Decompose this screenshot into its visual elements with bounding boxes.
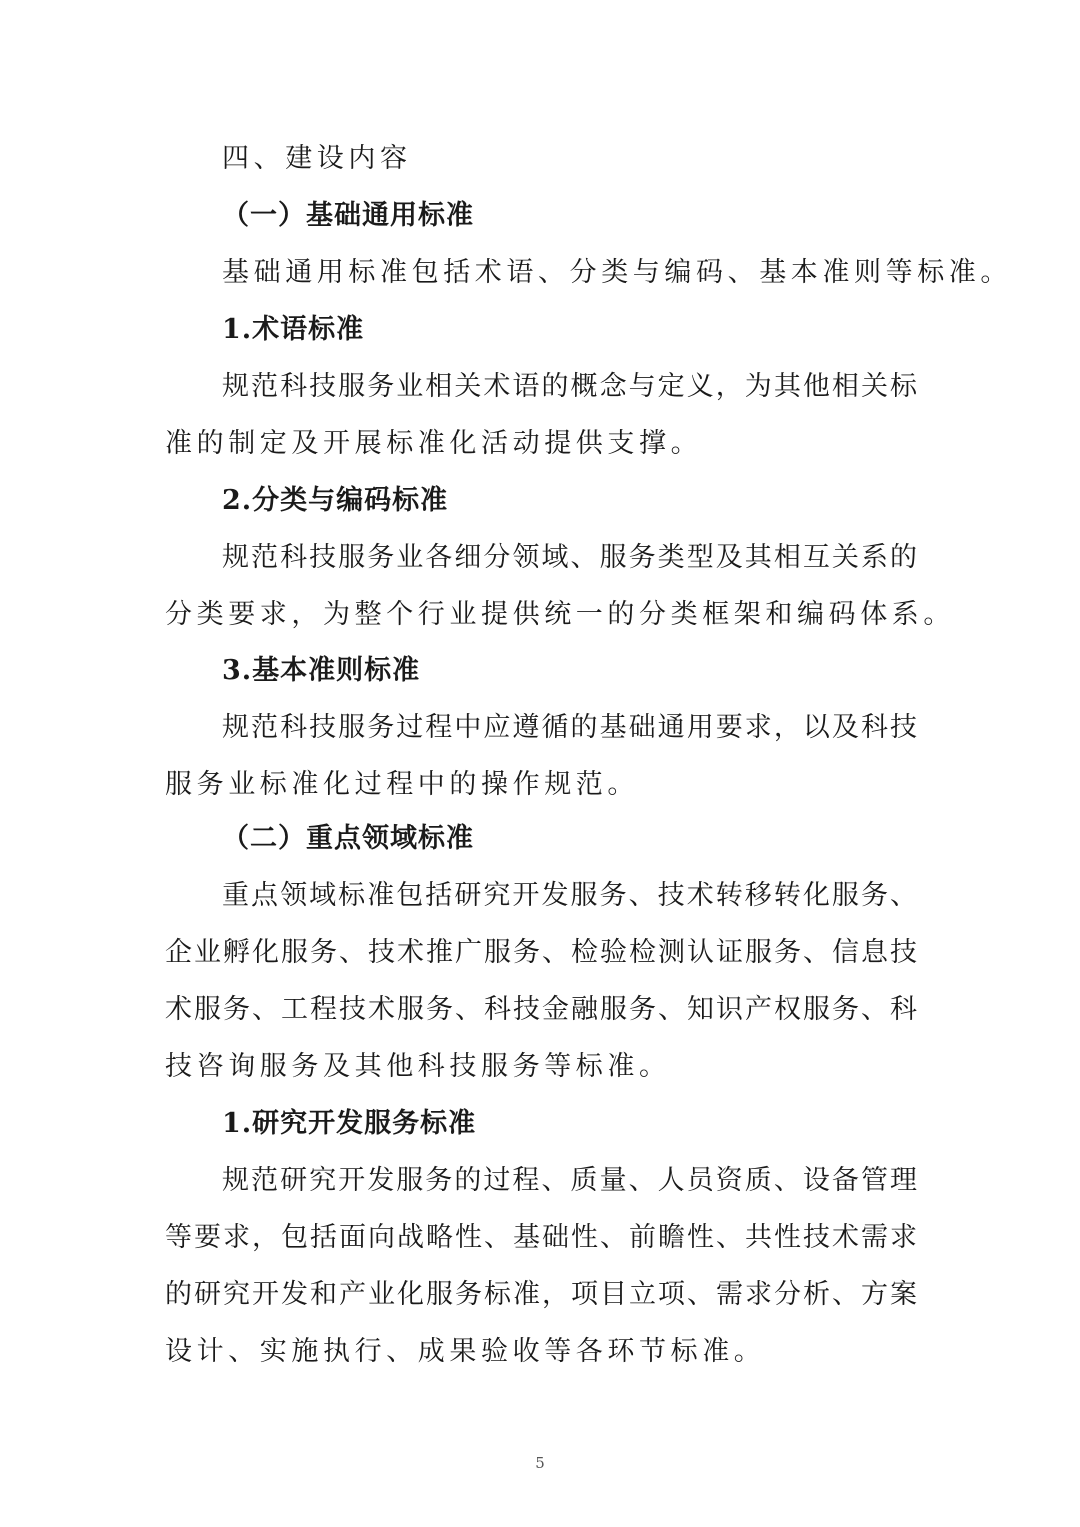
paragraph-line: 重点领域标准包括研究开发服务、技术转移转化服务、 [222, 880, 917, 911]
subheading: （一）基础通用标准 [222, 200, 474, 231]
paragraph-line: 服务业标准化过程中的操作规范。 [165, 769, 639, 800]
page-number: 5 [535, 1454, 545, 1472]
paragraph-line: 企业孵化服务、技术推广服务、检验检测认证服务、信息技 [165, 937, 917, 968]
paragraph-line: 基础通用标准包括术语、分类与编码、基本准则等标准。 [222, 257, 1012, 288]
paragraph-line: 规范科技服务业相关术语的概念与定义，为其他相关标 [222, 371, 917, 402]
paragraph-line: 规范研究开发服务的过程、质量、人员资质、设备管理 [222, 1165, 917, 1196]
item-title: 1.术语标准 [222, 314, 365, 345]
section-heading: 四、建设内容 [222, 143, 412, 174]
paragraph-line: 规范科技服务业各细分领域、服务类型及其相互关系的 [222, 542, 917, 573]
paragraph-line: 技咨询服务及其他科技服务等标准。 [165, 1051, 671, 1082]
item-title: 1.研究开发服务标准 [222, 1108, 477, 1139]
paragraph-line: 分类要求，为整个行业提供统一的分类框架和编码体系。 [165, 599, 955, 630]
item-title: 3.基本准则标准 [222, 655, 421, 686]
paragraph-line: 设计、实施执行、成果验收等各环节标准。 [165, 1336, 766, 1367]
paragraph-line: 准的制定及开展标准化活动提供支撑。 [165, 428, 703, 459]
paragraph-line: 等要求，包括面向战略性、基础性、前瞻性、共性技术需求 [165, 1222, 917, 1253]
subheading: （二）重点领域标准 [222, 823, 474, 854]
paragraph-line: 的研究开发和产业化服务标准，项目立项、需求分析、方案 [165, 1279, 917, 1310]
paragraph-line: 术服务、工程技术服务、科技金融服务、知识产权服务、科 [165, 994, 917, 1025]
item-title: 2.分类与编码标准 [222, 485, 449, 516]
paragraph-line: 规范科技服务过程中应遵循的基础通用要求，以及科技 [222, 712, 917, 743]
